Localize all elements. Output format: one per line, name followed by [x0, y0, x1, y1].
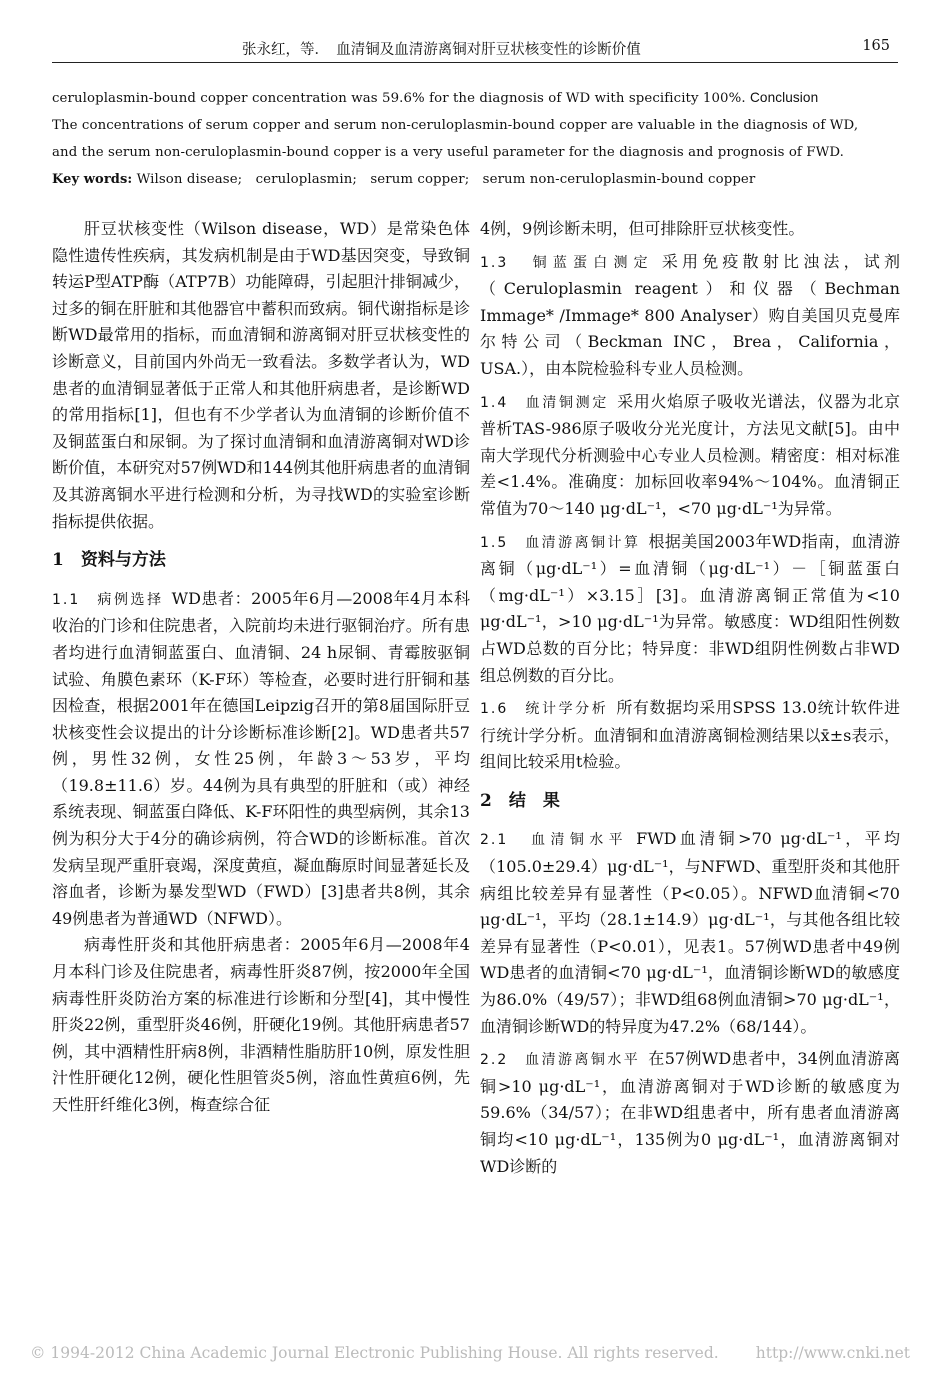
- keywords-line: [52, 166, 898, 193]
- paragraph: 1.4 血清铜测定 采用火焰原子吸收光谱法，仪器为北京普析TAS-986原子吸收分光光度计，方法见文献[5]。由中南大学现代分析测验中心专业人员检测。精密度：相对标准差<1.4%。准确度：加标回收率94%～104%。血清铜正常值为70～140 μg·dL⁻¹，<70 μg·dL⁻¹为异常。: [480, 391, 900, 518]
- abstract-line: ceruloplasmin-bound copper concentration was 59.6% for the diagnosis of WD with specificity 100%. Conclusion: [52, 90, 819, 106]
- running-header: [52, 36, 898, 63]
- subsection-title: 1.1 病例选择: [52, 591, 164, 608]
- footer-url: http://www.cnki.net: [755, 1344, 910, 1362]
- left-column: [52, 216, 470, 1119]
- subsection-title: 2.2 血清游离铜水平: [480, 1052, 641, 1069]
- subsection-title: 1.5 血清游离铜计算: [480, 534, 641, 551]
- intro-paragraph: 肝豆状核变性（Wilson disease，WD）是常染色体隐性遗传性疾病，其发病机制是由于WD基因突变，导致铜转运P型ATP酶（ATP7B）功能障碍，引起胆汁排铜减少，过多的铜在肝脏和其他器官中蓄积而致病。铜代谢指标是诊断WD最常用的指标，而血清铜和游离铜对肝豆状核变性的诊断意义，目前国内外尚无一致看法。多数学者认为，WD患者的血清铜显著低于正常人和其他肝病患者，是诊断WD的常用指标[1]，但也有不少学者认为血清铜的诊断价值不及铜蓝蛋白和尿铜。为了探讨血清铜和血清游离铜对WD诊断价值，本研究对57例WD和144例其他肝病患者的血清铜及其游离铜水平进行检测和分析，为寻找WD的实验室诊断指标提供依据。: [52, 219, 470, 531]
- subsection-title: 1.4 血清铜测定: [480, 394, 610, 411]
- keywords-label: Key words:: [52, 172, 133, 187]
- subsection-title: 2.1 血清铜水平: [480, 832, 629, 849]
- abstract-block: [52, 84, 898, 193]
- paragraph: 1.3 铜蓝蛋白测定 采用免疫散射比浊法，试剂（Ceruloplasmin reagent）和仪器（Bechman Immage* /Immage* 800 Analyser）购自美国贝克曼库尔特公司（Beckman INC，Brea，California，USA.），由本院检验科专业人员检测。: [480, 251, 900, 378]
- section-heading: 1 资料与方法: [52, 550, 166, 571]
- subsection-title: 1.3 铜蓝蛋白测定: [480, 254, 654, 271]
- paragraph: 2.2 血清游离铜水平 在57例WD患者中，34例血清游离铜>10 μg·dL⁻¹，血清游离铜对于WD诊断的敏感度为59.6%（34/57）；在非WD组患者中，所有患者血清游离铜均<10 μg·dL⁻¹，135例为0 μg·dL⁻¹，血清游离铜对WD诊断的: [480, 1049, 900, 1176]
- right-column: [480, 216, 900, 1180]
- conclusion-label: Conclusion: [750, 90, 819, 105]
- running-title: 张永红，等． 血清铜及血清游离铜对肝豆状核变性的诊断价值: [242, 42, 641, 58]
- keywords: Wilson disease; ceruloplasmin; serum copper; serum non-ceruloplasmin-bound copper: [136, 172, 756, 187]
- paragraph: 1.1 病例选择 WD患者：2005年6月—2008年4月本科收治的门诊和住院患者，入院前均未进行驱铜治疗。所有患者均进行血清铜蓝蛋白、血清铜、24 h尿铜、青霉胺驱铜试验、角膜色素环（K-F环）等检查，必要时进行肝铜和基因检查，根据2001年在德国Leipzig召开的第8届国际肝豆状核变性会议提出的计分诊断标准诊断[2]。WD患者共57例，男性32例，女性25例，年龄3～53岁，平均（19.8±11.6）岁。44例为具有典型的肝脏和（或）神经系统表现、铜蓝蛋白降低、K-F环阳性的典型病例，其余13例为积分大于4分的确诊病例，符合WD的诊断标准。首次发病呈现严重肝衰竭，深度黄疸，凝血酶原时间显著延长及溶血者，诊断为暴发型WD（FWD）[3]患者共8例，其余49例患者为普通WD（NFWD）。: [52, 588, 471, 928]
- abstract-line: and the serum non-ceruloplasmin-bound copper is a very useful parameter for the diagnosis and prognosis of FWD.: [52, 145, 844, 160]
- paragraph: 2.1 血清铜水平 FWD血清铜>70 μg·dL⁻¹，平均（105.0±29.4）μg·dL⁻¹，与NFWD、重型肝炎和其他肝病组比较差异有显著性（P<0.05）。NFWD血清铜<70 μg·dL⁻¹，平均（28.1±14.9）μg·dL⁻¹，与其他各组比较差异有显著性（P<0.01），见表1。57例WD患者中49例WD患者的血清铜<70 μg·dL⁻¹，血清铜诊断WD的敏感度为86.0%（49/57）；非WD组68例血清铜>70 μg·dL⁻¹，血清铜诊断WD的特异度为47.2%（68/144）。: [480, 829, 900, 1036]
- paragraph: 4例，9例诊断未明，但可排除肝豆状核变性。: [480, 219, 805, 238]
- paragraph: 1.5 血清游离铜计算 根据美国2003年WD指南，血清游离铜（μg·dL⁻¹）=血清铜（μg·dL⁻¹）－［铜蓝蛋白（mg·dL⁻¹）×3.15］[3]。血清游离铜正常值为<10 μg·dL⁻¹，>10 μg·dL⁻¹为异常。敏感度：WD组阳性例数占WD总数的百分比；特异度：非WD组阴性例数占非WD组总例数的百分比。: [480, 531, 900, 685]
- abstract-line: The concentrations of serum copper and serum non-ceruloplasmin-bound copper are valuable in the diagnosis of WD,: [52, 118, 859, 133]
- section-heading: 2 结 果: [480, 790, 560, 811]
- copyright-text: © 1994-2012 China Academic Journal Electronic Publishing House. All rights reserved.: [30, 1344, 719, 1362]
- page-number: 165: [862, 38, 890, 54]
- subsection-title: 1.6 统计学分析: [480, 701, 609, 718]
- paragraph: 1.6 统计学分析 所有数据均采用SPSS 13.0统计软件进行统计学分析。血清铜和血清游离铜检测结果以x̄±s表示，组间比较采用t检验。: [480, 698, 900, 772]
- paragraph: 病毒性肝炎和其他肝病患者：2005年6月—2008年4月本科门诊及住院患者，病毒性肝炎87例，按2000年全国病毒性肝炎防治方案的标准进行诊断和分型[4]，其中慢性肝炎22例，重型肝炎46例，肝硬化19例。其他肝病患者57例，其中酒精性肝病8例，非酒精性脂肪肝10例，原发性胆汁性肝硬化12例，硬化性胆管炎5例，溶血性黄疸6例，先天性肝纤维化3例，梅查综合征: [52, 935, 470, 1114]
